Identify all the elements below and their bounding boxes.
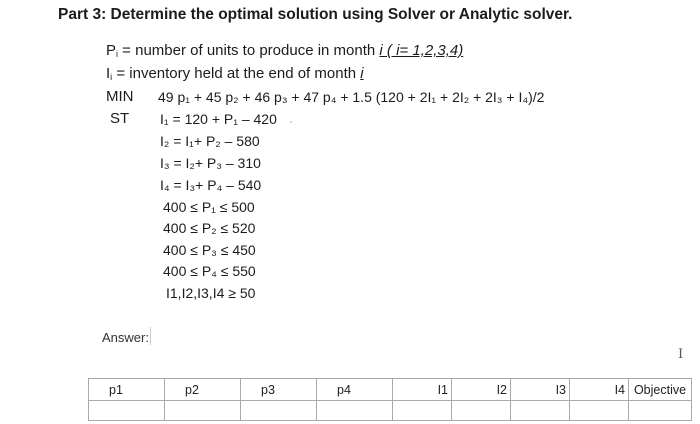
constraint-5: 400 ≤ P₁ ≤ 500 bbox=[163, 199, 255, 215]
cell-p1[interactable] bbox=[89, 401, 165, 421]
constraint-7: 400 ≤ P₃ ≤ 450 bbox=[163, 242, 256, 258]
header-p3: p3 bbox=[241, 379, 317, 401]
cell-objective[interactable] bbox=[629, 401, 692, 421]
definition-i bbox=[106, 65, 364, 82]
text-cursor-icon: I bbox=[678, 347, 684, 362]
constraint-4: I₄ = I₃+ P₄ – 540 bbox=[160, 177, 262, 193]
constraint-8: 400 ≤ P₄ ≤ 550 bbox=[163, 263, 256, 279]
cell-p2[interactable] bbox=[165, 401, 241, 421]
table-header-row bbox=[89, 379, 692, 401]
i-subscript: i bbox=[110, 72, 113, 82]
i-index: i bbox=[360, 65, 364, 82]
i-symbol: I bbox=[106, 65, 111, 82]
header-p4: p4 bbox=[317, 379, 393, 401]
constraint-6: 400 ≤ P₂ ≤ 520 bbox=[163, 220, 256, 236]
header-i3: I3 bbox=[511, 379, 570, 401]
p-symbol: P bbox=[106, 42, 117, 59]
header-objective: Objective bbox=[629, 379, 692, 401]
answer-label: Answer: bbox=[102, 330, 149, 345]
answer-input-caret[interactable] bbox=[150, 327, 151, 345]
constraint-3: I₃ = I₂+ P₃ – 310 bbox=[160, 155, 261, 171]
i-description: = inventory held at the end of month bbox=[112, 65, 361, 82]
answer-table bbox=[88, 378, 692, 421]
page-title: Part 3: Determine the optimal solution using Solver or Analytic solver. bbox=[58, 6, 573, 23]
stray-dot bbox=[290, 121, 292, 123]
table-row bbox=[89, 401, 692, 421]
header-i4: I4 bbox=[570, 379, 629, 401]
constraint-2: I₂ = I₁+ P₂ – 580 bbox=[160, 133, 260, 149]
p-index-range: i ( i= 1,2,3,4) bbox=[379, 42, 464, 59]
cell-i3[interactable] bbox=[511, 401, 570, 421]
header-i2: I2 bbox=[452, 379, 511, 401]
constraints-label: ST bbox=[110, 110, 130, 127]
cell-i1[interactable] bbox=[393, 401, 452, 421]
header-p2: p2 bbox=[165, 379, 241, 401]
objective-label: MIN bbox=[106, 88, 134, 105]
header-p1: p1 bbox=[89, 379, 165, 401]
cell-p3[interactable] bbox=[241, 401, 317, 421]
cell-p4[interactable] bbox=[317, 401, 393, 421]
objective-expression: 49 p₁ + 45 p₂ + 46 p₃ + 47 p₄ + 1.5 (120 + 2I₁ + 2I₂ + 2I₃ + I₄)/2 bbox=[158, 89, 545, 105]
constraint-9: I1,I2,I3,I4 ≥ 50 bbox=[166, 285, 256, 301]
constraint-1: I₁ = 120 + P₁ – 420 bbox=[160, 111, 277, 127]
cell-i4[interactable] bbox=[570, 401, 629, 421]
header-i1: I1 bbox=[393, 379, 452, 401]
p-description: = number of units to produce in month bbox=[118, 42, 380, 59]
cell-i2[interactable] bbox=[452, 401, 511, 421]
definition-p bbox=[106, 42, 463, 59]
p-subscript: i bbox=[116, 49, 119, 59]
